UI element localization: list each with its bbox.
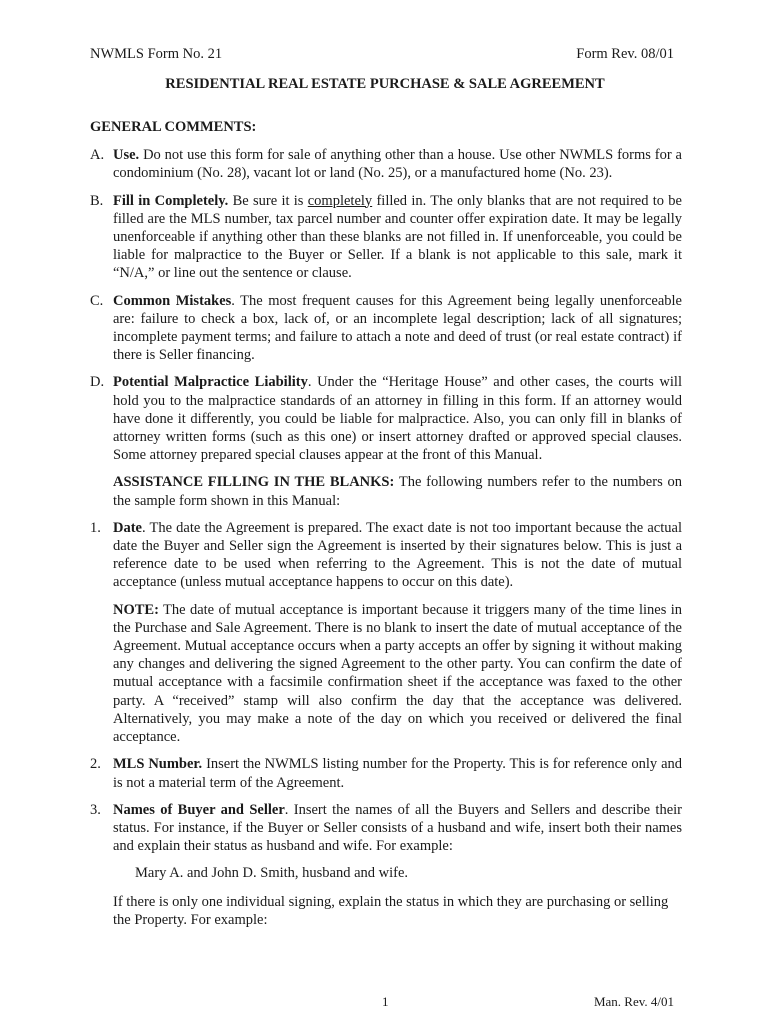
list-label: A. — [90, 147, 105, 164]
item-1-date — [90, 519, 682, 746]
item-heading: Common Mistakes — [113, 292, 232, 309]
comment-d — [90, 373, 682, 464]
list-label: 2. — [90, 756, 101, 773]
example-text: Mary A. and John D. Smith, husband and wife. — [135, 865, 409, 882]
comment-c — [90, 292, 682, 365]
list-label: C. — [90, 292, 104, 309]
item-text: . The date the Agreement is prepared. The exact date is not too important because the actual date the Buyer and Seller sign the Agreement is inserted by their signatures below. This is just a reference date to be used when referring to the Agreement. This is not the date of mutual acceptance (unless mutual acceptance happens to occur on this date). — [113, 519, 682, 591]
item-text: Do not use this form for sale of anything other than a house. Use other NWMLS forms for a condominium (No. 28), vacant lot or land (No. 25), or a manufactured home (No. 23). — [113, 147, 682, 182]
form-revision: Form Rev. 08/01 — [576, 46, 674, 62]
list-label: B. — [90, 192, 104, 209]
assistance-heading: ASSISTANCE FILLING IN THE BLANKS: — [113, 474, 395, 491]
item-text: Insert the NWMLS listing number for the Property. This is for reference only and is not a material term of the Agreement. — [113, 756, 683, 791]
comment-a — [90, 146, 682, 182]
document-body — [90, 118, 682, 938]
item-heading: Names of Buyer and Seller — [113, 801, 285, 818]
item-heading: Use. — [113, 147, 140, 164]
item-2-mls-number — [90, 755, 682, 791]
form-number: NWMLS Form No. 21 — [90, 46, 223, 62]
assistance-paragraph — [90, 473, 682, 509]
list-label: D. — [90, 374, 105, 391]
comment-b — [90, 192, 682, 283]
note-paragraph — [113, 601, 682, 747]
followup-text: If there is only one individual signing, explain the status in which they are purchasing or selling the Property. For example: — [113, 893, 669, 928]
list-label: 1. — [90, 519, 101, 536]
item-text: . Insert the names of all the Buyers and Sellers and describe their status. For instance, if the Buyer or Seller consists of a husband and wife, insert both their names and explain their status as husband and wife. For example: — [113, 801, 682, 855]
item-text: filled in. The only blanks that are not required to be filled are the MLS number, tax parcel number and counter offer expiration date. It may be legally unenforceable if anything other than these blanks are not filled in. If unenforceable, you could be liable for malpractice to the Buyer or Seller. If a blank is not applicable to this sale, mark it “N/A,” or line out the sentence or clause. — [113, 192, 682, 282]
note-heading: NOTE: — [113, 601, 159, 618]
item-heading: Date — [113, 519, 142, 536]
item-text: . The most frequent causes for this Agreement being legally unenforceable are: failure to check a box, lack of, or an incomplete legal description; lack of all signatures; incomplete payment terms; and failure to attach a note and deed of trust (or real estate contract) if there is Seller financing. — [113, 292, 682, 364]
item-text: Be sure it is — [228, 192, 308, 209]
item-heading: MLS Number. — [113, 756, 203, 773]
list-label: 3. — [90, 801, 101, 818]
manual-revision: Man. Rev. 4/01 — [593, 994, 674, 1009]
underlined-word: completely — [307, 192, 373, 209]
item-text: . Under the “Heritage House” and other cases, the courts will hold you to the malpractice standards of an attorney in filling in this form. If an attorney would have done it differently, you could be liable for malpractice. Also, you can only fill in blanks of attorney written forms (such as this one) or insert attorney drafted or approved special clauses. Some attorney prepared special clauses appear at the front of this Manual. — [113, 374, 682, 464]
assistance-text: The following numbers refer to the numbers on the sample form shown in this Manual: — [113, 474, 683, 509]
item-3-names — [90, 801, 682, 856]
general-comments-heading: GENERAL COMMENTS: — [90, 119, 257, 135]
page-number: 1 — [382, 994, 389, 1009]
item-heading: Fill in Completely. — [113, 192, 229, 209]
note-text: The date of mutual acceptance is important because it triggers many of the time lines in the Purchase and Sale Agreement. There is no blank to insert the date of mutual acceptance of the Agreement. Mutual acceptance occurs when a party accepts an offer by signing it without making any changes and delivering the signed Agreement to the other party. You can confirm the date of mutual acceptance with a facsimile confirmation sheet if the acceptance was faxed to the other party. A “received” stamp will also confirm the day that the acceptance was delivered. Alternatively, you may make a note of the day on which you received or delivered the final acceptance. — [113, 601, 682, 746]
item-heading: Potential Malpractice Liability — [113, 374, 308, 391]
document-title: RESIDENTIAL REAL ESTATE PURCHASE & SALE AGREEMENT — [165, 76, 605, 92]
